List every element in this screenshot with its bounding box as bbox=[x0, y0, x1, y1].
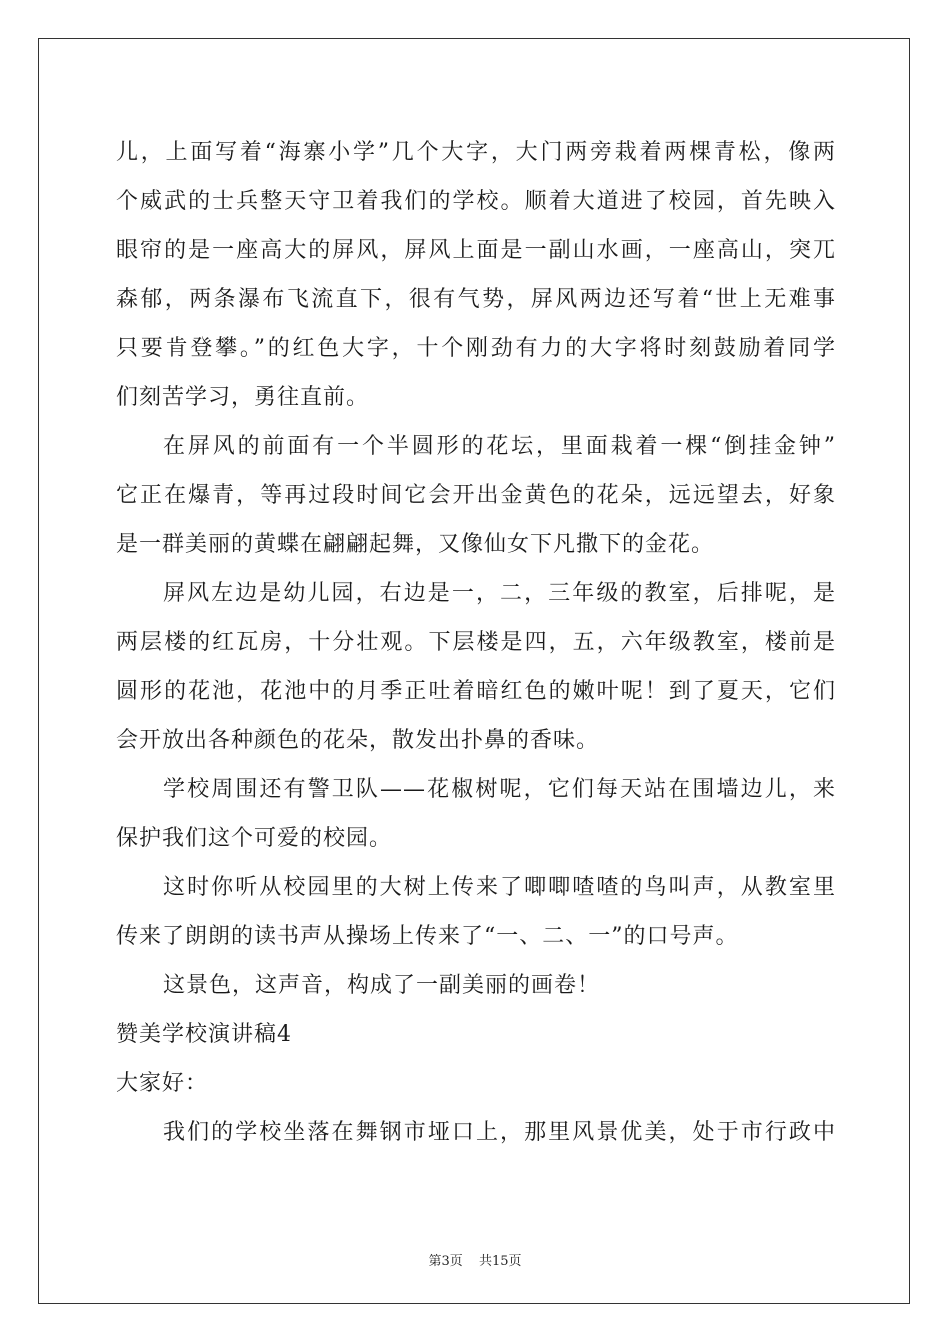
text-line: 是一群美丽的黄蝶在翩翩起舞，又像仙女下凡撒下的金花。 bbox=[116, 532, 715, 557]
text-line: 只要肯登攀。”的红色大字，十个刚劲有力的大字将时刻鼓励着同学 bbox=[116, 336, 836, 361]
paragraph-start: 我们的学校坐落在舞钢市垭口上，那里风景优美，处于市行政中 bbox=[163, 1120, 836, 1145]
text-line: 会开放出各种颜色的花朵，散发出扑鼻的香味。 bbox=[116, 728, 600, 753]
text-line: 眼帘的是一座高大的屏风，屏风上面是一副山水画，一座高山，突兀 bbox=[116, 238, 836, 263]
paragraph-start: 这景色，这声音，构成了一副美丽的画卷！ bbox=[163, 973, 601, 998]
text-line: 两层楼的红瓦房，十分壮观。下层楼是四，五，六年级教室，楼前是 bbox=[116, 630, 836, 655]
paragraph-start: 在屏风的前面有一个半圆形的花坛，里面栽着一棵“倒挂金钟” bbox=[163, 434, 836, 459]
text-line: 儿，上面写着“海寨小学”几个大字，大门两旁栽着两棵青松，像两 bbox=[116, 140, 836, 165]
text-line: 个威武的士兵整天守卫着我们的学校。顺着大道进了校园，首先映入 bbox=[116, 189, 836, 214]
text-line: 保护我们这个可爱的校园。 bbox=[116, 826, 393, 851]
page-number: 第3页 bbox=[428, 1254, 463, 1269]
page-total: 共15页 bbox=[478, 1254, 522, 1269]
text-line: 传来了朗朗的读书声从操场上传来了“一、二、一”的口号声。 bbox=[116, 924, 739, 949]
paragraph-start: 屏风左边是幼儿园，右边是一，二，三年级的教室，后排呢，是 bbox=[163, 581, 836, 606]
section-heading: 赞美学校演讲稿4 bbox=[116, 1022, 292, 1047]
paragraph-start: 学校周围还有警卫队——花椒树呢，它们每天站在围墙边儿，来 bbox=[163, 777, 836, 802]
text-line: 圆形的花池，花池中的月季正吐着暗红色的嫩叶呢！到了夏天，它们 bbox=[116, 679, 836, 704]
salutation: 大家好： bbox=[116, 1071, 209, 1096]
text-line: 森郁，两条瀑布飞流直下，很有气势，屏风两边还写着“世上无难事 bbox=[116, 287, 836, 312]
page-footer bbox=[0, 1250, 950, 1269]
paragraph-start: 这时你听从校园里的大树上传来了唧唧喳喳的鸟叫声，从教室里 bbox=[163, 875, 836, 900]
text-line: 它正在爆青，等再过段时间它会开出金黄色的花朵，远远望去，好象 bbox=[116, 483, 836, 508]
document-body bbox=[116, 128, 836, 1157]
text-line: 们刻苦学习，勇往直前。 bbox=[116, 385, 370, 410]
